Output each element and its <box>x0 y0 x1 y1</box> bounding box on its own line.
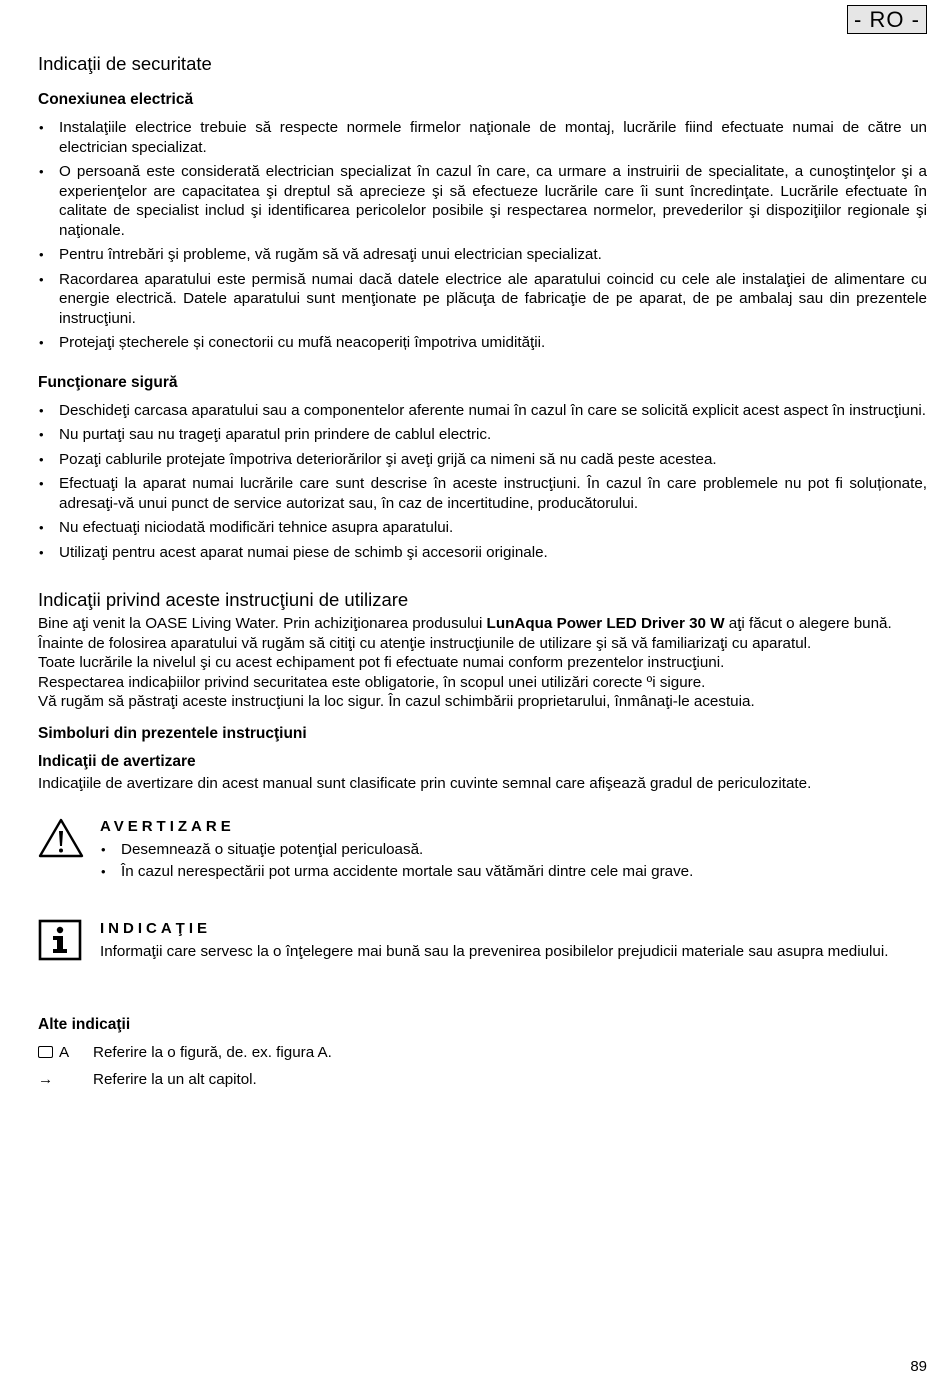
other-heading: Alte indicaţii <box>38 1016 131 1033</box>
note-text: Informaţii care servesc la o înţelegere mai bună sau la prevenirea posibilelor prejudicii materiale sau asupra mediului. <box>100 942 889 960</box>
list-item: • Pozaţi cablurile protejate împotriva deteriorărilor şi aveţi grijă ca nimeni să nu cadă peste acestea. <box>38 450 927 470</box>
operation-list <box>38 401 927 563</box>
arrow-right-icon: → <box>38 1071 54 1088</box>
warning-list <box>100 840 927 882</box>
info-icon <box>38 919 82 967</box>
intro-paragraph: Respectarea indicaþiilor privind securitatea este obligatorie, în scopul unei utilizări corecte ºi sigure. <box>38 673 706 691</box>
list-item: • O persoană este considerată electrician specializat în cazul în care, ca urmare a instruirii de specialitate, a cunoştinţelor şi a experienţelor are capacitatea şi dreptul să aprecieze şi să efectueze lucrările care îi sunt încredinţate. Lucrările efectuate în calitate de specialist includ şi identificarea pericolelor posibile şi respectarea normelor, prevederilor şi dispoziţiilor regionale şi naţionale. <box>38 162 927 240</box>
list-item: • În cazul nerespectării pot urma accidente mortale sau vătămări dintre cele mai grave. <box>100 862 927 882</box>
intro-paragraph: Înainte de folosirea aparatului vă rugăm să citiţi cu atenţie instrucţiunile de utilizare şi să vă familiarizaţi cu aparatul. <box>38 634 812 652</box>
list-item: • Protejaţi ștecherele și conectorii cu mufă neacoperiți împotriva umidităţii. <box>38 333 927 353</box>
figure-reference-icon <box>38 1046 53 1058</box>
list-item: • Utilizaţi pentru acest aparat numai piese de schimb şi accesorii originale. <box>38 543 927 563</box>
language-badge: - RO - <box>847 5 927 34</box>
page-number: 89 <box>910 1358 927 1375</box>
intro-paragraph: Toate lucrările la nivelul şi cu acest echipament pot fi efectuate numai conform prezentelor instrucţiuni. <box>38 654 725 671</box>
instructions-intro <box>38 614 927 712</box>
welcome-paragraph: Bine aţi venit la OASE Living Water. Prin achiziţionarea produsului LunAqua Power LED Driver 30 W aţi făcut o alegere bună. <box>38 615 892 632</box>
symbols-heading: Simboluri din prezentele instrucţiuni <box>38 724 307 742</box>
warning-label: AVERTIZARE <box>100 818 235 835</box>
warning-block <box>38 817 927 897</box>
safety-title: Indicaţii de securitate <box>38 53 212 74</box>
note-label: INDICAŢIE <box>100 920 211 937</box>
warnings-heading: Indicaţii de avertizare <box>38 752 196 770</box>
list-item: • Racordarea aparatului este permisă numai dacă datele electrice ale aparatului coincid cu cele ale instalaţiei de alimentare cu energie electrică. Datele aparatului sunt menţionate pe plăcuţa de fabricaţie de pe aparat, de pe ambalaj sau din prezentele instrucţiuni. <box>38 270 927 329</box>
list-item: • Deschideţi carcasa aparatului sau a componentelor aferente numai în cazul în care se solicită explicit acest aspect în instrucţiuni. <box>38 401 927 421</box>
list-item: • Pentru întrebări şi probleme, vă rugăm să vă adresaţi unui electrician specializat. <box>38 245 927 265</box>
product-name: LunAqua Power LED Driver 30 W <box>486 615 725 632</box>
intro-paragraph: Vă rugăm să păstraţi aceste instrucţiuni la loc sigur. În cazul schimbării proprietarului, înmânaţi-le acestuia. <box>38 693 755 710</box>
electrical-list <box>38 118 927 353</box>
warnings-intro: Indicaţiile de avertizare din acest manual sunt clasificate prin cuvinte semnal care afişează gradul de periculozitate. <box>38 774 812 792</box>
operation-heading: Funcţionare sigură <box>38 373 178 391</box>
list-item: • Efectuaţi la aparat numai lucrările care sunt descrise în aceste instrucţiuni. În cazul în care problemele nu pot fi soluționate, adresaţi-vă unui punct de service autorizat sau, în caz de incertitudine, producătorului. <box>38 474 927 513</box>
electrical-heading: Conexiunea electrică <box>38 91 194 108</box>
other-item-figure: A Referire la o figură, de. ex. figura A. <box>38 1043 927 1063</box>
warning-triangle-icon <box>38 817 84 865</box>
other-item-chapter: → Referire la un alt capitol. <box>38 1071 257 1088</box>
list-item: • Nu purtaţi sau nu trageţi aparatul prin prindere de cablul electric. <box>38 425 927 445</box>
list-item: • Desemnează o situaţie potenţial periculoasă. <box>100 840 927 860</box>
instructions-title: Indicaţii privind aceste instrucţiuni de utilizare <box>38 589 409 610</box>
list-item: • Nu efectuaţi niciodată modificări tehnice asupra aparatului. <box>38 518 927 538</box>
note-block <box>38 919 927 999</box>
page-content <box>38 52 927 1097</box>
list-item: • Instalaţiile electrice trebuie să respecte normele firmelor naţionale de montaj, lucrările fiind efectuate numai de către un electrician specializat. <box>38 118 927 157</box>
